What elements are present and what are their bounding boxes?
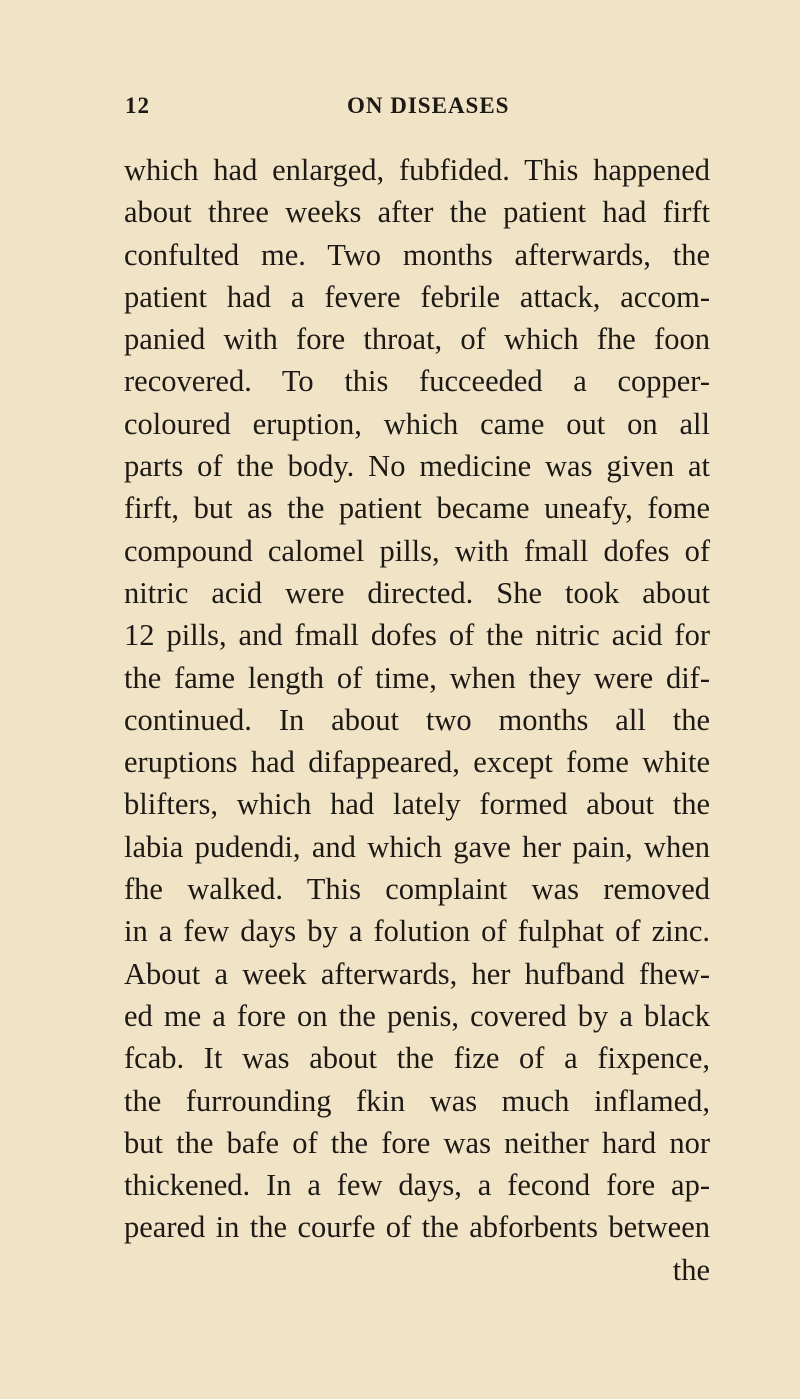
text-line: in a few days by a folution of fulphat of zinc.	[124, 914, 710, 949]
text-line: nitric acid were directed. She took about	[124, 575, 710, 610]
text-line: but the bafe of the fore was neither hard nor	[124, 1125, 710, 1160]
text-line: which had enlarged, fubfided. This happened	[124, 153, 710, 187]
running-title: ON DISEASES	[347, 93, 510, 118]
text-line: parts of the body. No medicine was given at	[124, 449, 710, 484]
text-line: thickened. In a few days, a fecond fore ap-	[124, 1168, 710, 1203]
body-text	[124, 149, 710, 1291]
running-head	[125, 93, 715, 129]
text-line: eruptions had difappeared, except fome white	[124, 745, 710, 780]
page-number: 12	[125, 93, 150, 118]
text-line: About a week afterwards, her hufband fhew-	[124, 956, 710, 991]
text-line: continued. In about two months all the	[124, 702, 710, 737]
text-line: firft, but as the patient became uneafy, fome	[124, 491, 710, 526]
text-line: labia pudendi, and which gave her pain, when	[124, 829, 710, 864]
text-line: patient had a fevere febrile attack, accom-	[124, 279, 710, 314]
text-line: peared in the courfe of the abforbents between	[124, 1210, 710, 1245]
text-line: confulted me. Two months afterwards, the	[124, 237, 710, 272]
text-line: the furrounding fkin was much inflamed,	[124, 1083, 710, 1118]
text-line: panied with fore throat, of which fhe foon	[124, 322, 710, 357]
text-line: fcab. It was about the fize of a fixpence,	[124, 1041, 710, 1076]
text-line: ed me a fore on the penis, covered by a black	[124, 998, 710, 1033]
text-line: recovered. To this fucceeded a copper-	[124, 364, 710, 399]
text-line: 12 pills, and fmall dofes of the nitric acid for	[124, 618, 710, 653]
text-line: compound calomel pills, with fmall dofes of	[124, 533, 710, 568]
text-line: the fame length of time, when they were dif-	[124, 660, 710, 695]
text-line: about three weeks after the patient had firft	[124, 195, 710, 230]
text-line: fhe walked. This complaint was removed	[124, 872, 710, 907]
text-line: coloured eruption, which came out on all	[124, 406, 710, 441]
text-line: blifters, which had lately formed about the	[124, 787, 710, 822]
catchword: the	[672, 1252, 710, 1287]
